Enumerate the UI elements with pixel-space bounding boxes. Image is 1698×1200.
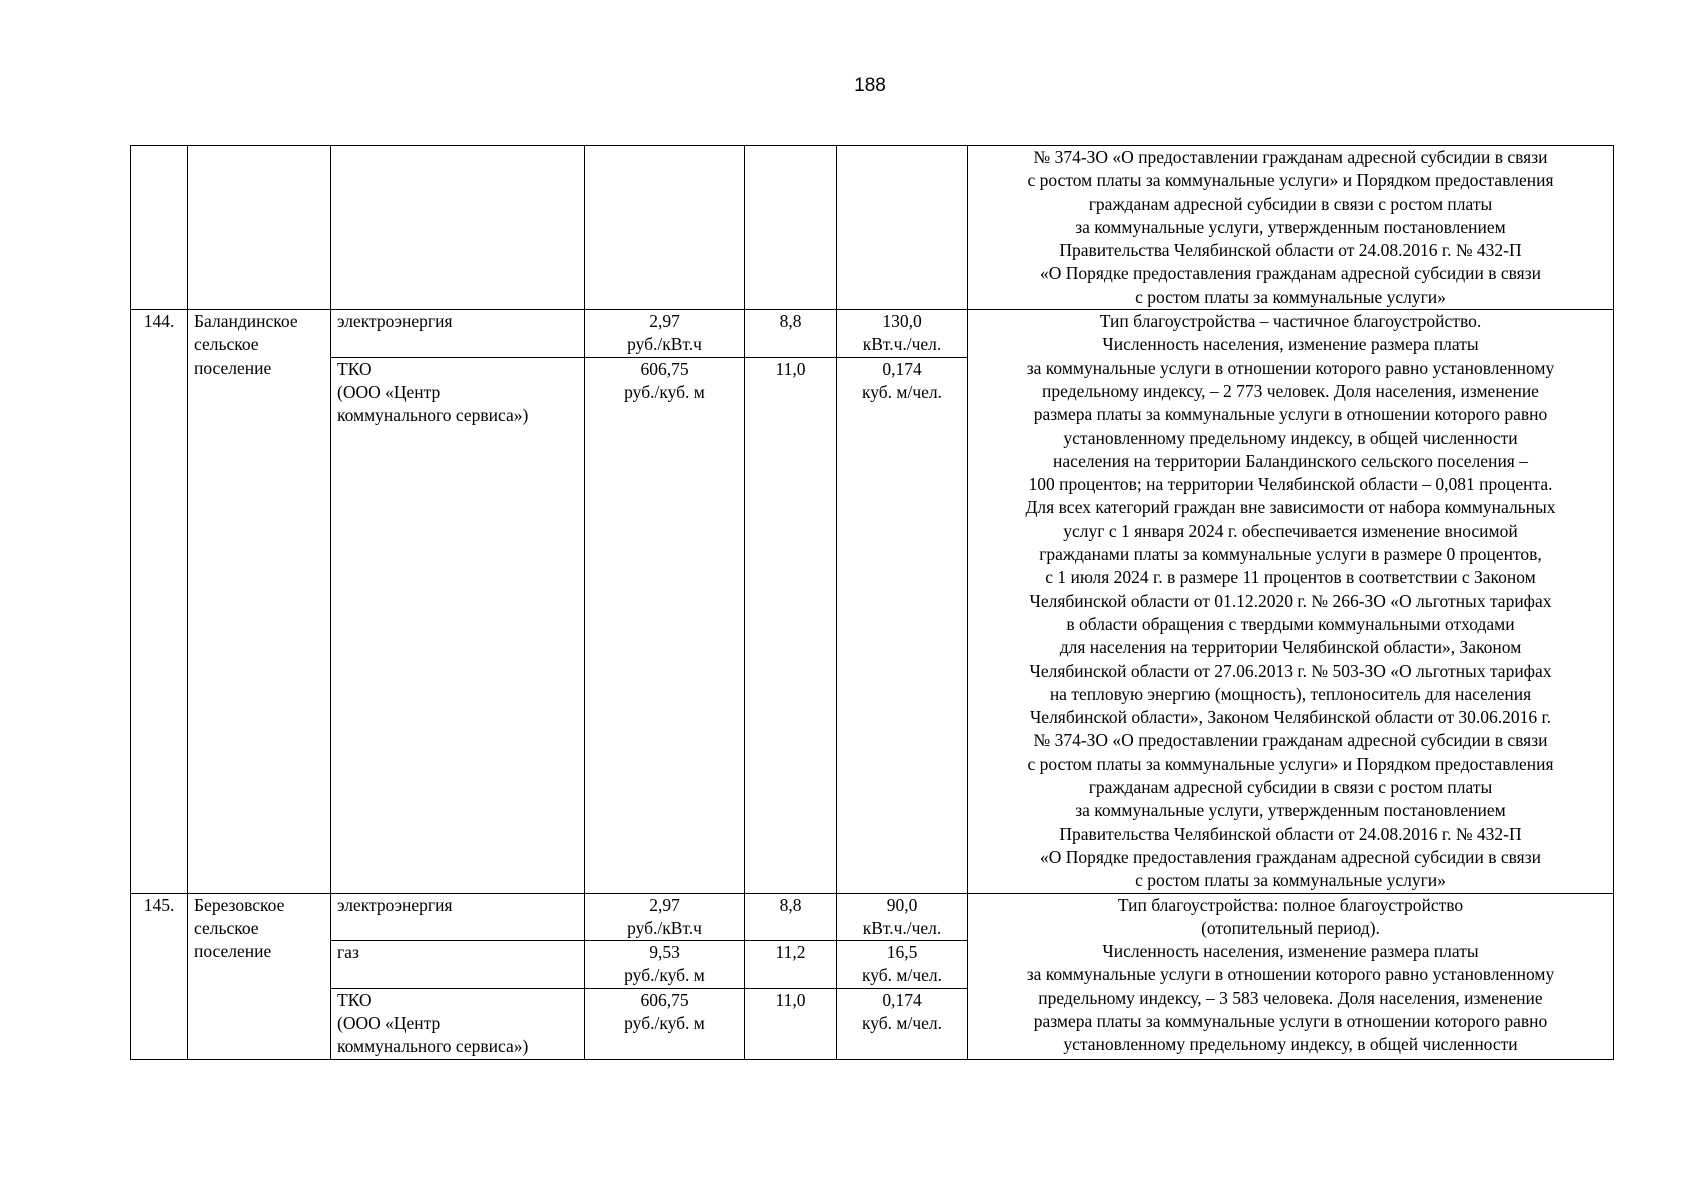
index-value: 8,8: [745, 893, 837, 941]
description-line: с ростом платы за коммунальные услуги» и Порядком предоставления: [1027, 170, 1554, 191]
description-line: 100 процентов; на территории Челябинской области – 0,081 процента.: [1028, 474, 1553, 495]
norm-line: 0,174: [882, 989, 922, 1010]
description-line: установленному предельному индексу, в общей численности: [1063, 427, 1518, 448]
tariff-line: 2,97: [649, 311, 680, 332]
description-line: предельному индексу, – 2 773 человек. Доля населения, изменение: [1042, 380, 1539, 401]
settlement-cell: [188, 146, 331, 310]
service-line: электроэнергия: [337, 894, 453, 915]
description-line: Правительства Челябинской области от 24.08.2016 г. № 432-П: [1059, 240, 1522, 261]
norm-value: [837, 310, 968, 358]
description-cell: [968, 310, 1614, 893]
description-line: населения на территории Баландинского сельского поселения –: [1053, 450, 1528, 471]
index-cell: [745, 146, 837, 310]
description-line: за коммунальные услуги, утвержденным постановлением: [1075, 216, 1506, 237]
settlement-name: [188, 310, 331, 893]
description-line: Тип благоустройства – частичное благоустройство.: [1099, 311, 1482, 332]
description-line: Правительства Челябинской области от 24.08.2016 г. № 432-П: [1059, 823, 1522, 844]
description-line: Численность населения, изменение размера платы: [1102, 941, 1479, 962]
page-number: 188: [854, 75, 886, 96]
description-line: за коммунальные услуги, утвержденным постановлением: [1075, 800, 1506, 821]
number-cell: [131, 146, 188, 310]
tariff-cell: [585, 146, 745, 310]
description-cell: [968, 893, 1614, 1059]
service-name: [331, 941, 585, 989]
table-row-continuation: [131, 146, 1614, 310]
tariff-unit: руб./кВт.ч: [627, 334, 702, 355]
table-row: [131, 310, 1614, 358]
tariff-unit: руб./куб. м: [624, 1012, 705, 1033]
tariff-line: 606,75: [640, 358, 689, 379]
settlement-line: поселение: [194, 941, 272, 962]
tariff-unit: руб./кВт.ч: [627, 917, 702, 938]
row-number: 145.: [131, 893, 188, 1059]
tariff-line: 2,97: [649, 894, 680, 915]
description-line: за коммунальные услуги в отношении которого равно установленному: [1026, 964, 1555, 985]
norm-value: [837, 357, 968, 893]
norm-line: 90,0: [886, 894, 918, 915]
table-row: [131, 893, 1614, 941]
description-line: с ростом платы за коммунальные услуги»: [1135, 286, 1446, 307]
service-cell: [331, 146, 585, 310]
norm-line: 0,174: [882, 358, 922, 379]
norm-line: 16,5: [886, 942, 918, 963]
description-line: размера платы за коммунальные услуги в отношении которого равно: [1033, 1010, 1548, 1031]
description-line: для населения на территории Челябинской области», Законом: [1059, 637, 1522, 658]
index-value: 11,0: [745, 988, 837, 1059]
tariff-value: [585, 310, 745, 358]
description-line: № 374-ЗО «О предоставлении гражданам адресной субсидии в связи: [1033, 147, 1548, 167]
service-line: газ: [337, 942, 359, 963]
description-line: гражданами платы за коммунальные услуги в размере 0 процентов,: [1039, 544, 1542, 565]
norm-cell: [837, 146, 968, 310]
norm-value: [837, 893, 968, 941]
tariff-line: 9,53: [649, 942, 680, 963]
settlement-line: Баландинское: [194, 311, 298, 332]
description-line: (отопительный период).: [1201, 917, 1380, 938]
settlement-line: сельское: [194, 917, 259, 938]
norm-value: [837, 988, 968, 1059]
description-line: № 374-ЗО «О предоставлении гражданам адресной субсидии в связи: [1033, 730, 1548, 751]
description-line: размера платы за коммунальные услуги в отношении которого равно: [1033, 404, 1548, 425]
service-line: коммунального сервиса»): [337, 1036, 529, 1057]
description-line: Тип благоустройства: полное благоустройство: [1117, 894, 1464, 915]
description-line: Челябинской области от 01.12.2020 г. № 266-ЗО «О льготных тарифах: [1029, 590, 1552, 611]
description-line: предельному индексу, – 3 583 человека. Доля населения, изменение: [1038, 987, 1543, 1008]
norm-line: 130,0: [882, 311, 922, 332]
service-name: [331, 357, 585, 893]
tariff-value: [585, 357, 745, 893]
service-line: (ООО «Центр: [337, 1012, 441, 1033]
description-line: с ростом платы за коммунальные услуги»: [1135, 870, 1446, 891]
tariff-line: 606,75: [640, 989, 689, 1010]
description-line: Челябинской области», Законом Челябинской области от 30.06.2016 г.: [1029, 707, 1552, 728]
description-cell: [968, 146, 1614, 310]
description-line: гражданам адресной субсидии в связи с ростом платы: [1088, 777, 1493, 798]
description-line: установленному предельному индексу, в общей численности: [1063, 1034, 1518, 1055]
description-line: Для всех категорий граждан вне зависимости от набора коммунальных: [1025, 497, 1556, 518]
norm-unit: куб. м/чел.: [861, 1012, 943, 1033]
norm-unit: кВт.ч./чел.: [862, 917, 942, 938]
service-line: коммунального сервиса»): [337, 405, 529, 426]
service-line: (ООО «Центр: [337, 381, 441, 402]
service-line: ТКО: [337, 358, 372, 379]
description-line: с 1 июля 2024 г. в размере 11 процентов в соответствии с Законом: [1045, 567, 1536, 588]
norm-unit: куб. м/чел.: [861, 965, 943, 986]
index-value: 11,0: [745, 357, 837, 893]
service-name: [331, 988, 585, 1059]
tariff-table: [130, 145, 1614, 1060]
settlement-line: Березовское: [194, 894, 285, 915]
description-line: на тепловую энергию (мощность), теплоноситель для населения: [1049, 683, 1532, 704]
norm-value: [837, 941, 968, 989]
tariff-unit: руб./куб. м: [624, 381, 705, 402]
row-number: 144.: [131, 310, 188, 893]
settlement-name: [188, 893, 331, 1059]
service-line: электроэнергия: [337, 311, 453, 332]
tariff-value: [585, 941, 745, 989]
tariff-value: [585, 893, 745, 941]
description-line: «О Порядке предоставления гражданам адресной субсидии в связи: [1039, 846, 1542, 867]
description-line: Челябинской области от 27.06.2013 г. № 503-ЗО «О льготных тарифах: [1029, 660, 1552, 681]
service-line: ТКО: [337, 989, 372, 1010]
description-line: услуг с 1 января 2024 г. обеспечивается изменение вносимой: [1063, 520, 1518, 541]
tariff-value: [585, 988, 745, 1059]
description-line: гражданам адресной субсидии в связи с ростом платы: [1088, 193, 1493, 214]
service-name: [331, 893, 585, 941]
norm-unit: кВт.ч./чел.: [862, 334, 942, 355]
settlement-line: поселение: [194, 357, 272, 378]
service-name: [331, 310, 585, 358]
norm-unit: куб. м/чел.: [861, 381, 943, 402]
description-line: в области обращения с твердыми коммунальными отходами: [1066, 613, 1515, 634]
description-line: «О Порядке предоставления гражданам адресной субсидии в связи: [1039, 263, 1542, 284]
index-value: 11,2: [745, 941, 837, 989]
description-line: за коммунальные услуги в отношении которого равно установленному: [1026, 357, 1555, 378]
tariff-unit: руб./куб. м: [624, 965, 705, 986]
index-value: 8,8: [745, 310, 837, 358]
description-line: с ростом платы за коммунальные услуги» и Порядком предоставления: [1027, 753, 1554, 774]
description-line: Численность населения, изменение размера платы: [1102, 334, 1479, 355]
settlement-line: сельское: [194, 334, 259, 355]
